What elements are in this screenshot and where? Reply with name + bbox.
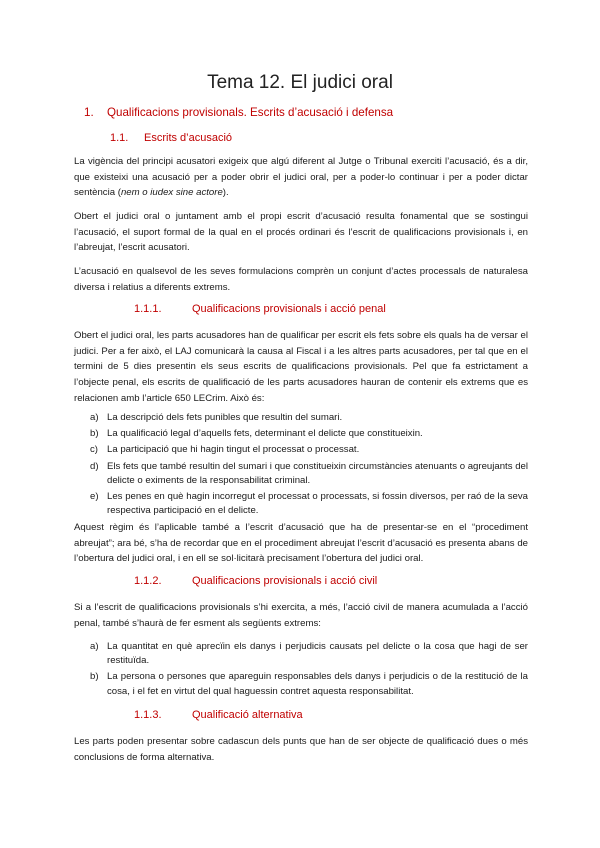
paragraph-text-end: ). bbox=[222, 187, 229, 199]
list-item-text: Els fets que també resultin del sumari i que constitueixin circumstàncies atenuants o agreujants del delicte o eximents de la responsabilitat criminal. bbox=[107, 460, 528, 486]
paragraph-acusacio: L’acusació en qualsevol de les seves formulacions comprèn un conjunt d’actes processals de naturalesa diversa i relatius a diferents extrems. bbox=[74, 266, 528, 293]
heading-1 bbox=[84, 106, 393, 119]
heading-1-1-2 bbox=[134, 575, 377, 587]
paragraph-qualificacions-penal: Obert el judici oral, les parts acusadores han de qualificar per escrit els fets sobre els quals ha de versar el judici. Per a fer això, el LAJ comunicarà la causa al Fiscal i a les altres parts acusadores, per tal que en el termini de 5 dies presentin els seus escrits de qualificacions provisionals. Pel que fa estrictament a l’objecte penal, els escrits de qualificació de les parts acusadores hauran de contenir els extrems que es relacionen amb l’article 650 LECrim. Això és: bbox=[74, 330, 528, 404]
paragraph-text: La vigència del principi acusatori exigeix que algú diferent al Jutge o Tribunal exerciti l’acusació, és a dir, que existeixi una acusació per a poder obrir el judici oral, per a poder-lo continuar i per a poder dictar sentència ( bbox=[74, 156, 528, 199]
heading-1-text: Qualificacions provisionals. Escrits d’acusació i defensa bbox=[107, 106, 394, 119]
page-title: Tema 12. El judici oral bbox=[207, 72, 393, 93]
paragraph-procediment-abreujat: Aquest règim és l’aplicable també a l’escrit d’acusació que ha de presentar-se en el “procediment abreujat”; ara bé, s’ha de recordar que en el procediment abreujat l’escrit d’acusació es presenta abans de l’obertura del judici oral, i en ell se sol·licitarà precisament l’obertura del judici oral. bbox=[74, 522, 528, 565]
list-marker: c) bbox=[90, 444, 98, 456]
heading-1-1-2-number: 1.1.2. bbox=[134, 575, 162, 587]
heading-1-number: 1. bbox=[84, 106, 94, 119]
list-item bbox=[74, 427, 528, 441]
list-item-text: La descripció dels fets punibles que resultin del sumari. bbox=[107, 412, 343, 423]
heading-1-1 bbox=[110, 132, 232, 144]
heading-1-1-3-number: 1.1.3. bbox=[134, 709, 162, 721]
list-extrems-civils bbox=[74, 640, 528, 701]
list-item-text: La participació que hi hagin tingut el processat o processat. bbox=[107, 444, 360, 456]
list-item-text: Les penes en què hagin incorregut el processat o processats, si fossin diversos, per raó de la seva respectiva participació en el delicte. bbox=[107, 491, 528, 517]
latin-maxim: nem o iudex sine actore bbox=[120, 187, 223, 199]
list-item bbox=[74, 490, 528, 518]
heading-1-1-3-text: Qualificació alternativa bbox=[192, 709, 303, 721]
heading-1-1-3 bbox=[134, 709, 303, 721]
heading-1-1-text: Escrits d’acusació bbox=[144, 132, 233, 144]
list-item bbox=[74, 640, 528, 668]
heading-1-1-number: 1.1. bbox=[110, 132, 129, 144]
paragraph-qualificacio-alternativa: Les parts poden presentar sobre cadascun dels punts que han de ser objecte de qualificació dues o més conclusions de forma alternativa. bbox=[74, 736, 528, 763]
heading-1-1-1-text: Qualificacions provisionals i acció penal bbox=[192, 303, 386, 315]
list-item-text: La qualificació legal d’aquells fets, determinant el delicte que constitueixin. bbox=[107, 428, 423, 440]
heading-1-1-1-number: 1.1.1. bbox=[134, 303, 162, 315]
paragraph-judici-obert: Obert el judici oral o juntament amb el propi escrit d’acusació resulta fonamental que se sostingui l’acusació, el suport formal de la qual en el procés ordinari és l’escrit de qualificacions provisionals i, en l’abreujat, l’escrit acusatori. bbox=[74, 211, 528, 254]
list-marker: e) bbox=[90, 491, 99, 503]
list-marker: a) bbox=[90, 412, 99, 423]
list-extrems-penals bbox=[74, 411, 528, 520]
list-item-text: La quantitat en què aprecïin els danys i perjudicis causats pel delicte o la cosa que hagi de ser restituïda. bbox=[107, 641, 528, 667]
list-marker: b) bbox=[90, 428, 99, 440]
list-marker: d) bbox=[90, 460, 99, 472]
list-item bbox=[74, 443, 528, 457]
list-item bbox=[74, 411, 528, 425]
list-marker: b) bbox=[90, 671, 99, 683]
paragraph-accio-civil: Si a l’escrit de qualificacions provisionals s’hi exercita, a més, l’acció civil de manera acumulada a l’acció penal, també s’haurà de fer esment als següents extrems: bbox=[74, 602, 528, 629]
list-marker: a) bbox=[90, 641, 99, 652]
paragraph-principi-acusatori bbox=[74, 154, 528, 201]
list-item bbox=[74, 460, 528, 488]
heading-1-1-1 bbox=[134, 303, 386, 315]
list-item bbox=[74, 670, 528, 698]
heading-1-1-2-text: Qualificacions provisionals i acció civil bbox=[192, 575, 378, 587]
list-item-text: La persona o persones que apareguin responsables dels danys i perjudicis o de la restitució de la cosa, i el fet en virtut del qual haguessin contret aquesta responsabilitat. bbox=[107, 671, 528, 697]
